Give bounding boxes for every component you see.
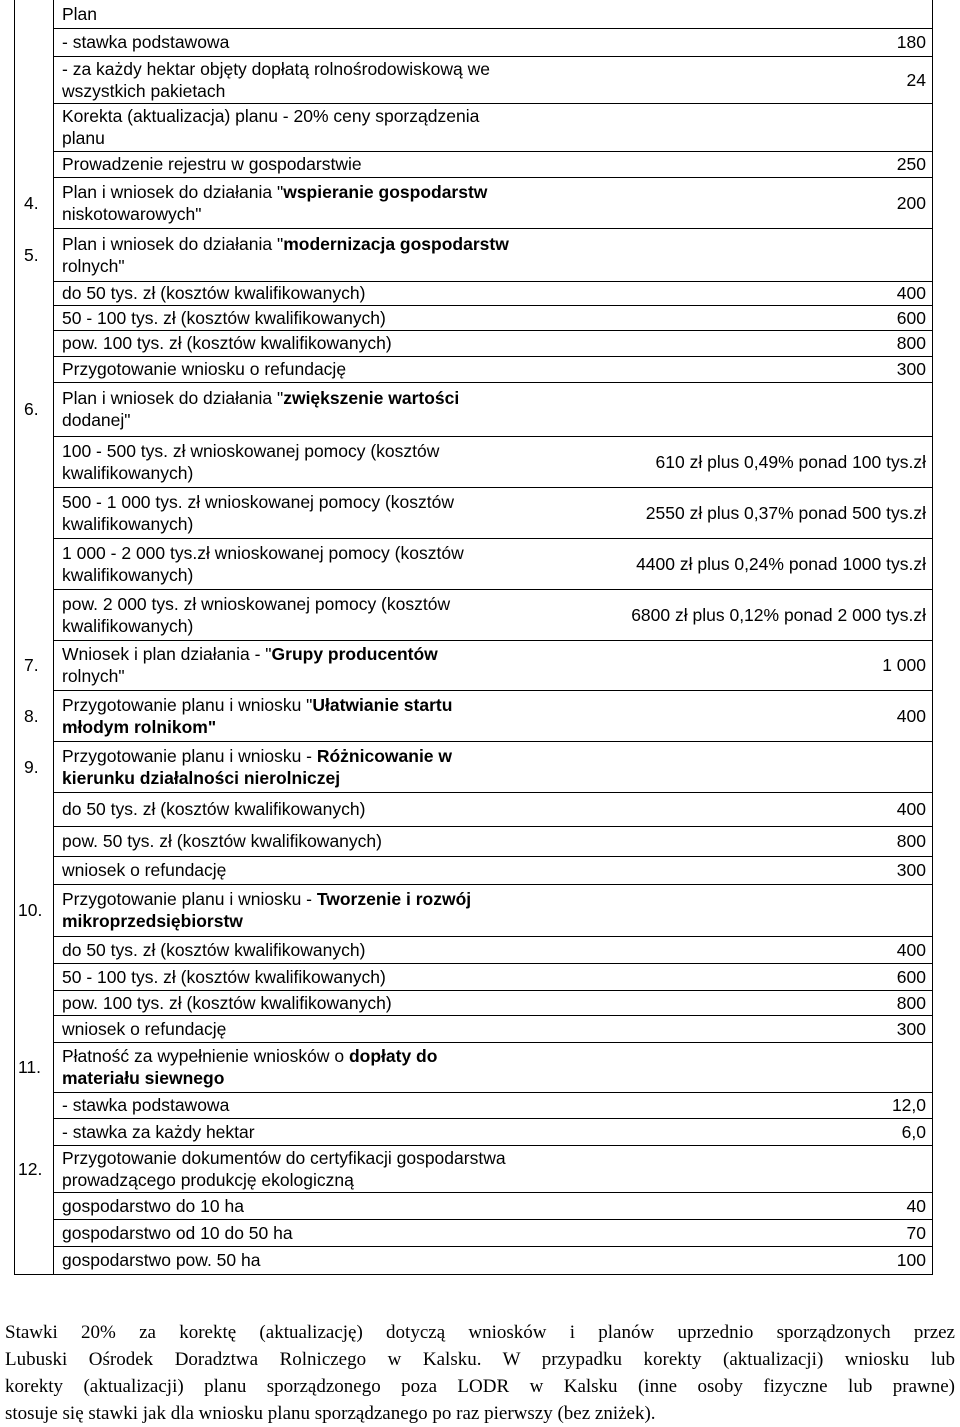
table-left-border (14, 0, 15, 1274)
row-divider (53, 690, 932, 691)
row-label: 100 - 500 tys. zł wnioskowanej pomocy (kosztów (62, 441, 440, 461)
row-label: wniosek o refundację (62, 1019, 227, 1039)
row-text-line (62, 255, 125, 277)
row-text-line (62, 3, 97, 25)
row-price: 300 (896, 359, 926, 379)
row-label-emphasis: dopłaty do (348, 1046, 438, 1066)
row-divider (53, 1118, 932, 1119)
row-text-line (62, 462, 193, 484)
row-text-line (62, 593, 450, 615)
row-divider (53, 1042, 932, 1043)
row-text-line (62, 1121, 255, 1143)
row-price: 600 (896, 308, 926, 328)
row-number: 11. (18, 1057, 42, 1077)
row-divider (53, 589, 932, 590)
row-text-line (62, 888, 471, 910)
row-price: 200 (896, 193, 926, 213)
row-divider (53, 382, 932, 383)
row-label: prowadzącego produkcję ekologiczną (62, 1170, 354, 1190)
row-label: pow. 2 000 tys. zł wnioskowanej pomocy (kosztów (62, 594, 451, 614)
table-number-column-border (53, 0, 54, 1274)
row-label: gospodarstwo od 10 do 50 ha (62, 1223, 293, 1243)
row-number: 8. (24, 706, 39, 726)
row-divider (53, 356, 932, 357)
row-label: dodanej" (62, 410, 131, 430)
row-divider (53, 538, 932, 539)
row-divider (53, 436, 932, 437)
row-text-line (62, 1018, 226, 1040)
row-label: pow. 50 tys. zł (kosztów kwalifikowanych) (62, 831, 382, 851)
footnote-line: korekty (aktualizacji) planu sporządzonego poza LODR w Kalsku (inne osoby fizyczne lub prawne) (5, 1376, 955, 1397)
row-label: Plan i wniosek do działania " (62, 234, 284, 254)
row-label-emphasis: mikroprzedsiębiorstw (62, 911, 243, 931)
row-price: 400 (896, 940, 926, 960)
row-divider (53, 103, 932, 104)
row-price: 800 (896, 831, 926, 851)
row-divider (53, 741, 932, 742)
row-divider (53, 28, 932, 29)
row-text-line (62, 491, 454, 513)
row-label: do 50 tys. zł (kosztów kwalifikowanych) (62, 940, 366, 960)
row-text-line (62, 105, 479, 127)
row-divider (53, 640, 932, 641)
row-divider (53, 56, 932, 57)
row-label: - stawka za każdy hektar (62, 1122, 255, 1142)
row-text-line (62, 542, 464, 564)
row-label: - stawka podstawowa (62, 1095, 230, 1115)
row-text-line (62, 1222, 293, 1244)
row-text-line (62, 153, 362, 175)
row-text-line (62, 203, 201, 225)
row-divider (53, 1219, 932, 1220)
row-label: Wniosek i plan działania - " (62, 644, 272, 664)
row-text-line (62, 694, 452, 716)
row-price: 600 (896, 967, 926, 987)
row-label: wniosek o refundację (62, 860, 227, 880)
row-label: 500 - 1 000 tys. zł wnioskowanej pomocy (kosztów (62, 492, 454, 512)
row-text-line (62, 1147, 506, 1169)
row-text-line (62, 767, 340, 789)
row-label-emphasis: materiału siewnego (62, 1068, 225, 1088)
row-text-line (62, 409, 131, 431)
row-divider (53, 305, 932, 306)
row-label: do 50 tys. zł (kosztów kwalifikowanych) (62, 283, 366, 303)
row-number: 10. (18, 900, 43, 920)
row-label: kwalifikowanych) (62, 565, 194, 585)
row-text-line (62, 745, 452, 767)
row-divider (53, 1145, 932, 1146)
row-text-line (62, 615, 193, 637)
row-text-line (62, 1195, 244, 1217)
row-number: 4. (24, 193, 39, 213)
row-label-emphasis: kierunku działalności nierolniczej (62, 768, 341, 788)
row-label-emphasis: Tworzenie i rozwój (316, 889, 472, 909)
row-divider (53, 1192, 932, 1193)
row-label: Plan (62, 4, 98, 24)
row-text-line (62, 1094, 229, 1116)
row-label: Przygotowanie planu i wniosku " (62, 695, 313, 715)
row-text-line (62, 716, 216, 738)
row-label: Płatność za wypełnienie wniosków o (62, 1046, 349, 1066)
row-label: rolnych" (62, 256, 125, 276)
row-label: niskotowarowych" (62, 204, 202, 224)
row-text-line (62, 992, 392, 1014)
footnote-line: stosuje się stawki jak dla wniosku planu sporządzanego po raz pierwszy (bez zniżek). (5, 1403, 656, 1424)
row-text-line (62, 643, 438, 665)
row-text-line (62, 58, 490, 80)
row-number: 7. (24, 655, 39, 675)
row-label: planu (62, 128, 105, 148)
row-price: 610 zł plus 0,49% ponad 100 tys.zł (655, 452, 926, 472)
row-text-line (62, 798, 365, 820)
row-text-line (62, 939, 365, 961)
row-price: 12,0 (891, 1095, 926, 1115)
row-label: Korekta (aktualizacja) planu - 20% ceny sporządzenia (62, 106, 480, 126)
row-divider (53, 330, 932, 331)
row-price: 300 (896, 1019, 926, 1039)
row-text-line (62, 387, 459, 409)
row-text-line (62, 1249, 260, 1271)
row-label: rolnych" (62, 666, 125, 686)
row-text-line (62, 307, 386, 329)
row-text-line (62, 513, 193, 535)
row-price: 400 (896, 283, 926, 303)
row-text-line (62, 665, 125, 687)
row-price: 70 (906, 1223, 926, 1243)
row-label: 1 000 - 2 000 tys.zł wnioskowanej pomocy (kosztów (62, 543, 464, 563)
row-price: 180 (896, 32, 926, 52)
row-text-line (62, 80, 225, 102)
row-price: 800 (896, 333, 926, 353)
row-label-emphasis: Grupy producentów (271, 644, 438, 664)
row-price: 250 (896, 154, 926, 174)
table-right-border (932, 0, 933, 1274)
row-divider (53, 151, 932, 152)
row-label: pow. 100 tys. zł (kosztów kwalifikowanych) (62, 333, 392, 353)
table-bottom-border (14, 1274, 933, 1275)
row-label: kwalifikowanych) (62, 463, 194, 483)
row-label: pow. 100 tys. zł (kosztów kwalifikowanych) (62, 993, 392, 1013)
row-label-emphasis: modernizacja gospodarstw (283, 234, 509, 254)
row-price: 4400 zł plus 0,24% ponad 1000 tys.zł (636, 554, 926, 574)
row-text-line (62, 564, 193, 586)
footnote-line: Lubuski Ośrodek Doradztwa Rolniczego w Kalsku. W przypadku korekty (aktualizacji) wniosku lub (5, 1349, 955, 1370)
row-label: 50 - 100 tys. zł (kosztów kwalifikowanych) (62, 308, 386, 328)
row-divider (53, 487, 932, 488)
row-label-emphasis: wspieranie gospodarstw (283, 182, 488, 202)
row-price: 400 (896, 706, 926, 726)
row-price: 24 (906, 70, 926, 90)
row-text-line (62, 358, 346, 380)
row-text-line (62, 31, 229, 53)
row-label: Przygotowanie planu i wniosku - (62, 746, 317, 766)
row-divider (53, 1015, 932, 1016)
row-divider (53, 936, 932, 937)
row-divider (53, 1092, 932, 1093)
row-price: 800 (896, 993, 926, 1013)
row-divider (53, 1246, 932, 1247)
row-number: 12. (18, 1159, 43, 1179)
row-divider (53, 792, 932, 793)
row-text-line (62, 127, 105, 149)
row-label: Przygotowanie wniosku o refundację (62, 359, 347, 379)
row-label: Plan i wniosek do działania " (62, 182, 284, 202)
row-text-line (62, 181, 487, 203)
row-price: 400 (896, 799, 926, 819)
row-price: 6,0 (901, 1122, 926, 1142)
row-price: 40 (906, 1196, 926, 1216)
row-number: 5. (24, 245, 39, 265)
row-label-emphasis: zwiększenie wartości (283, 388, 460, 408)
row-text-line (62, 282, 365, 304)
footnote-paragraph (5, 1319, 955, 1427)
row-divider (53, 884, 932, 885)
row-divider (53, 826, 932, 827)
row-text-line (62, 830, 382, 852)
row-label: - za każdy hektar objęty dopłatą rolnośrodowiskową we (62, 59, 490, 79)
row-price: 2550 zł plus 0,37% ponad 500 tys.zł (645, 503, 926, 523)
row-label: gospodarstwo pow. 50 ha (62, 1250, 261, 1270)
row-label: kwalifikowanych) (62, 514, 194, 534)
row-price: 6800 zł plus 0,12% ponad 2 000 tys.zł (631, 605, 926, 625)
row-text-line (62, 440, 439, 462)
row-price: 300 (896, 860, 926, 880)
row-text-line (62, 910, 243, 932)
row-divider (53, 228, 932, 229)
row-text-line (62, 859, 226, 881)
row-label-emphasis: Ułatwianie startu (312, 695, 453, 715)
row-label: Plan i wniosek do działania " (62, 388, 284, 408)
row-label-emphasis: Różnicowanie w (316, 746, 453, 766)
row-text-line (62, 1067, 224, 1089)
row-divider (53, 856, 932, 857)
row-text-line (62, 966, 386, 988)
row-price: 100 (896, 1250, 926, 1270)
row-label-emphasis: młodym rolnikom" (62, 717, 217, 737)
row-divider (53, 963, 932, 964)
row-label: Przygotowanie planu i wniosku - (62, 889, 317, 909)
row-number: 9. (24, 757, 39, 777)
row-label: kwalifikowanych) (62, 616, 194, 636)
row-label: Przygotowanie dokumentów do certyfikacji gospodarstwa (62, 1148, 506, 1168)
row-label: Prowadzenie rejestru w gospodarstwie (62, 154, 362, 174)
row-number: 6. (24, 399, 39, 419)
row-divider (53, 990, 932, 991)
row-text-line (62, 332, 392, 354)
row-text-line (62, 1169, 354, 1191)
row-text-line (62, 233, 509, 255)
row-price: 1 000 (882, 655, 926, 675)
row-label: wszystkich pakietach (62, 81, 226, 101)
row-text-line (62, 1045, 437, 1067)
footnote-line: Stawki 20% za korektę (aktualizację) dotyczą wniosków i planów uprzednio sporządzonych przez (5, 1322, 955, 1343)
row-label: gospodarstwo do 10 ha (62, 1196, 244, 1216)
row-label: do 50 tys. zł (kosztów kwalifikowanych) (62, 799, 366, 819)
row-divider (53, 177, 932, 178)
row-label: 50 - 100 tys. zł (kosztów kwalifikowanych) (62, 967, 386, 987)
row-label: - stawka podstawowa (62, 32, 230, 52)
